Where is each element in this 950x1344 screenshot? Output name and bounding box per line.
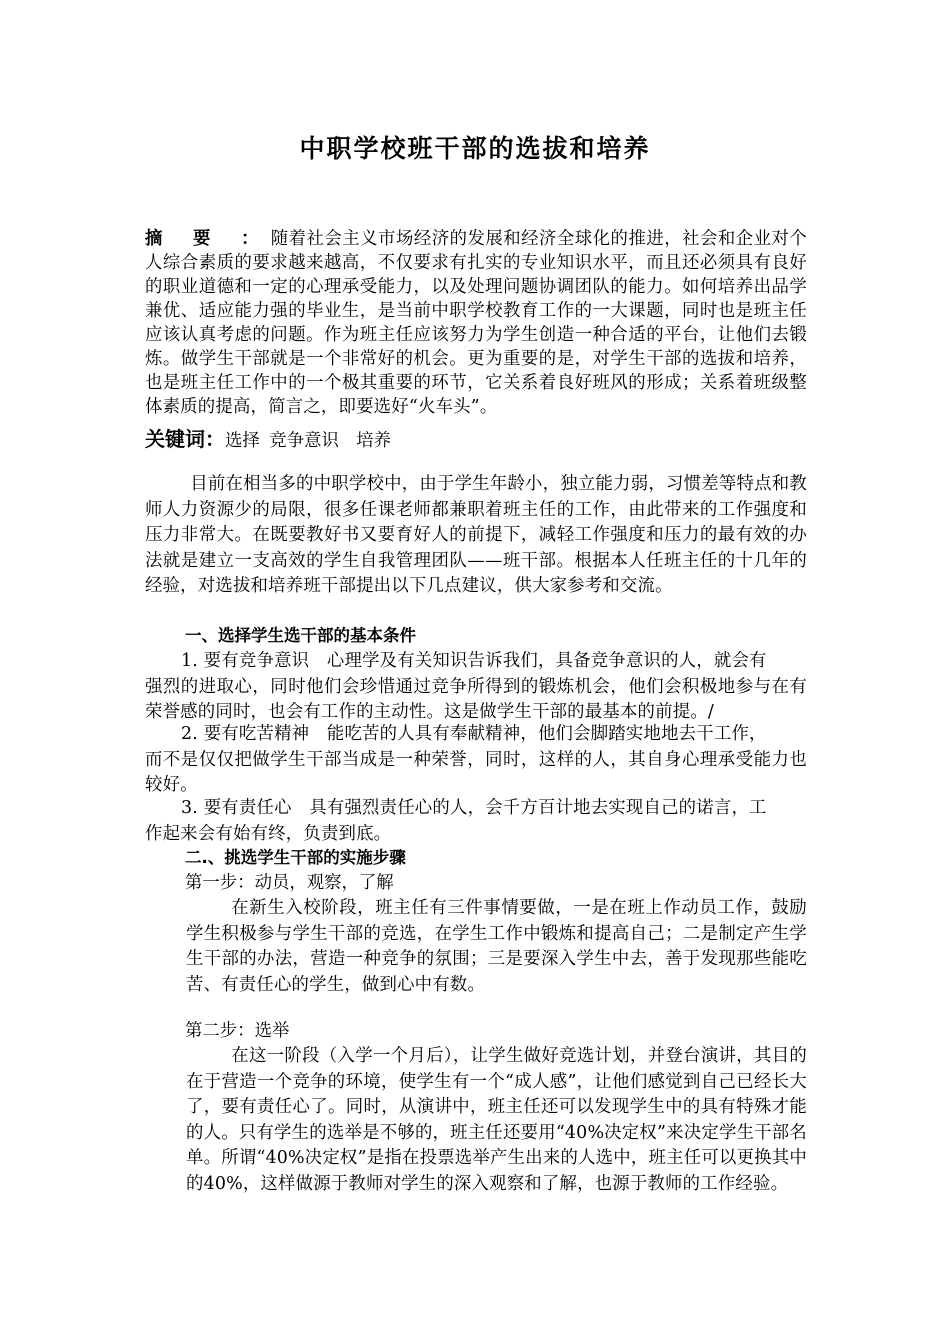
condition-item-3-rest: 作起来会有始有终，负责到底。 [145, 823, 392, 844]
condition-item-2 [145, 722, 807, 799]
condition-item-1-lead: 1. 要有竞争意识 心理学及有关知识告诉我们，具备竞争意识的人，就会有 [181, 651, 767, 671]
keywords-line [145, 426, 391, 454]
abstract-label: 摘 要 ： [145, 229, 271, 249]
intro-paragraph: 目前在相当多的中职学校中，由于学生年龄小，独立能力弱，习惯差等特点和教师人力资源少的局限，很多任课老师都兼职着班主任的工作，由此带来的工作强度和压力非常大。在既要教好书又要育好人的前提下，减轻工作强度和压力的最有效的办法就是建立一支高效的学生自我管理团队——班干部。根据本人任班主任的十几年的经验，对选拔和培养班干部提出以下几点建议，供大家参考和交流。 [145, 474, 807, 596]
section1-heading: 一、选择学生选干部的基本条件 [185, 626, 416, 645]
abstract-text: 随着社会主义市场经济的发展和经济全球化的推进，社会和企业对个人综合素质的要求越来越高，不仅要求有扎实的专业知识水平，而且还必须具有良好的职业道德和一定的心理承受能力，以及处理问题协调团队的能力。如何培养出品学兼优、适应能力强的毕业生，是当前中职学校教育工作的一大课题，同时也是班主任应该认真考虑的问题。作为班主任应该努力为学生创造一种合适的平台，让他们去锻炼。做学生干部就是一个非常好的机会。更为重要的是，对学生干部的选拔和培养，也是班主任工作中的一个极其重要的环节，它关系着良好班风的形成；关系着班级整体素质的提高，简言之，即要选好“火车头”。 [145, 229, 807, 417]
step2-paragraph: 在这一阶段（入学一个月后），让学生做好竞选计划，并登台演讲，其目的在于营造一个竞争的环境，使学生有一个“成人感”，让他们感觉到自己已经长大了，要有责任心了。同时，从演讲中，班主任还可以发现学生中的具有特殊才能的人。只有学生的选举是不够的，班主任还要用“40%决定权”来决定学生干部名单。所谓“40%决定权”是指在投票选举产生出来的人选中，班主任可以更换其中的40%，这样做源于教师对学生的深入观察和了解，也源于教师的工作经验。 [186, 1046, 807, 1194]
condition-item-1-rest: 强烈的进取心，同时他们会珍惜通过竞争所得到的锻炼机会，他们会积极地参与在有荣誉感的同时，也会有工作的主动性。这是做学生干部的最基本的前提。/ [145, 676, 807, 722]
condition-item-3-lead: 3. 要有责任心 具有强烈责任心的人，会千方百计地去实现自己的诺言，工 [181, 798, 767, 818]
condition-item-2-rest: 而不是仅仅把做学生干部当成是一种荣誉，同时，这样的人，其自身心理承受能力也较好。 [145, 749, 807, 795]
keywords-value: 选择 竞争意识 培养 [225, 431, 392, 451]
abstract-paragraph [145, 227, 807, 419]
condition-item-3 [145, 796, 807, 847]
section2-heading: 二.、挑选学生干部的实施步骤 [185, 848, 406, 867]
step1-paragraph: 在新生入校阶段，班主任有三件事情要做，一是在班上作动员工作，鼓励学生积极参与学生干部的竞选，在学生工作中锻炼和提高自己；二是制定产生学生干部的办法，营造一种竞争的氛围；三是要深入学生中去，善于发现那些能吃苦、有责任心的学生，做到心中有数。 [186, 898, 807, 995]
step1-label: 第一步：动员，观察，了解 [185, 873, 394, 893]
document-title: 中职学校班干部的选拔和培养 [299, 134, 651, 163]
condition-item-1 [145, 649, 807, 726]
condition-item-2-lead: 2. 要有吃苦精神 能吃苦的人具有奉献精神，他们会脚踏实地地去干工作， [181, 724, 767, 744]
step2-label: 第二步：选举 [185, 1021, 290, 1041]
keywords-label: 关键词： [145, 427, 225, 451]
